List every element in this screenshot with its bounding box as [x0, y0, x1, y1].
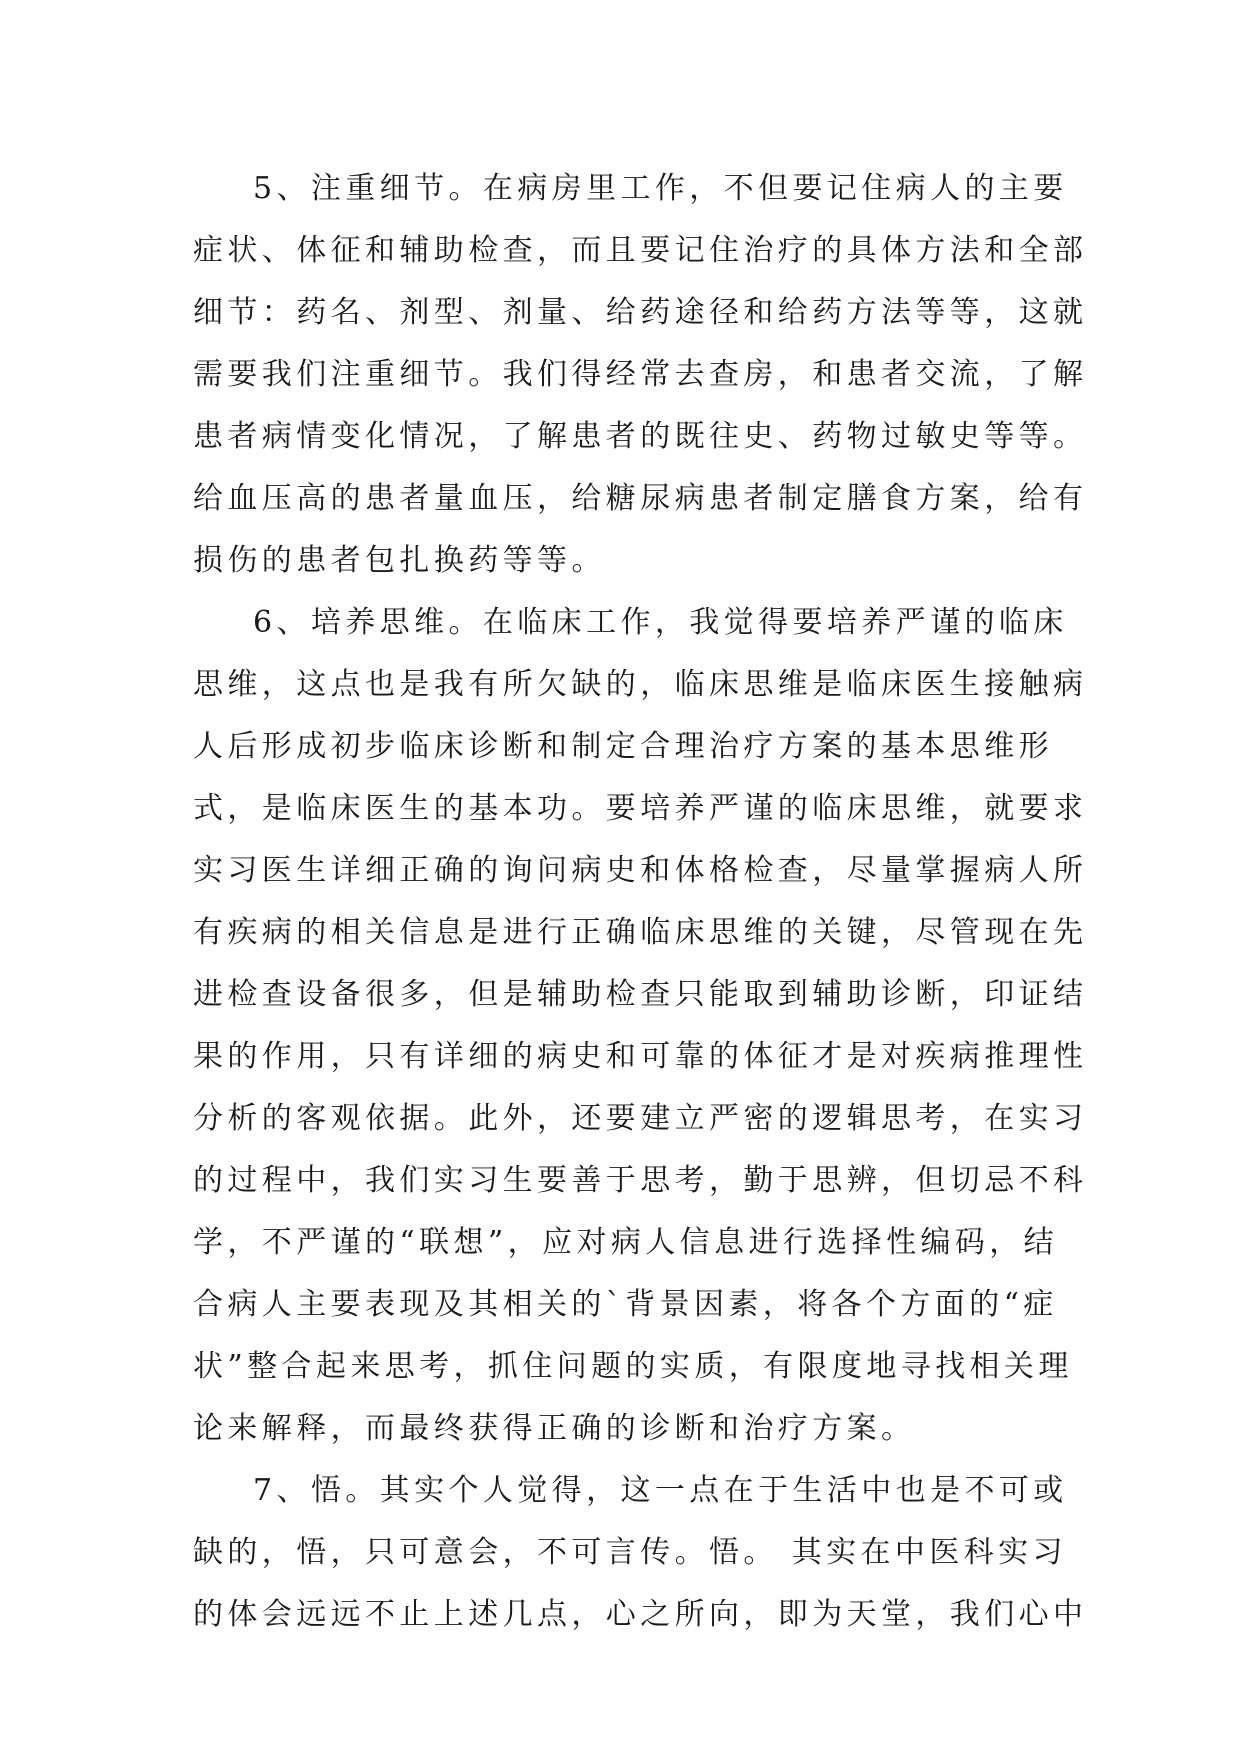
paragraph-7-line-2: 缺的，悟，只可意会，不可言传。悟。 其实在中医科实习: [193, 1535, 1067, 1570]
paragraph-6-line-14: 论来解释，而最终获得正确的诊断和治疗方案。: [193, 1411, 916, 1446]
paragraph-5-line-1: 5、注重细节。在病房里工作，不但要记住病人的主要: [253, 171, 1068, 206]
paragraph-5-line-2: 症状、体征和辅助检查，而且要记住治疗的具体方法和全部: [193, 233, 1088, 268]
paragraph-6-line-2: 思维，这点也是我有所欠缺的，临床思维是临床医生接触病: [193, 667, 1088, 702]
paragraph-5-line-4: 需要我们注重细节。我们得经常去查房，和患者交流，了解: [193, 357, 1088, 392]
paragraph-7-line-1: 7、悟。其实个人觉得，这一点在于生活中也是不可或: [253, 1473, 1068, 1508]
document-body: [193, 158, 1088, 1646]
paragraph-6-line-1: 6、培养思维。在临床工作，我觉得要培养严谨的临床: [253, 605, 1068, 640]
paragraph-6-line-11: 学，不严谨的“联想”，应对病人信息进行选择性编码，结: [193, 1225, 1059, 1260]
paragraph-6-line-9: 分析的客观依据。此外，还要建立严密的逻辑思考，在实习: [193, 1101, 1088, 1136]
paragraph-5-line-7: 损伤的患者包扎换药等等。: [193, 543, 606, 578]
paragraph-6-line-3: 人后形成初步临床诊断和制定合理治疗方案的基本思维形: [193, 729, 1053, 764]
paragraph-7-line-3: 的体会远远不止上述几点，心之所向，即为天堂，我们心中: [193, 1597, 1088, 1632]
paragraph-6-line-13: 状”整合起来思考，抓住问题的实质，有限度地寻找相关理: [193, 1349, 1073, 1384]
paragraph-5-line-6: 给血压高的患者量血压，给糖尿病患者制定膳食方案，给有: [193, 481, 1088, 516]
paragraph-6-line-10: 的过程中，我们实习生要善于思考，勤于思辨，但切忌不科: [193, 1163, 1088, 1198]
paragraph-5-line-5: 患者病情变化情况，了解患者的既往史、药物过敏史等等。: [193, 419, 1088, 454]
paragraph-6-line-12: 合病人主要表现及其相关的`背景因素，将各个方面的“症: [193, 1287, 1058, 1322]
paragraph-5-line-3: 细节：药名、剂型、剂量、给药途径和给药方法等等，这就: [193, 295, 1088, 330]
paragraph-6-line-5: 实习医生详细正确的询问病史和体格检查，尽量掌握病人所: [193, 853, 1088, 888]
paragraph-6-line-7: 进检查设备很多，但是辅助检查只能取到辅助诊断，印证结: [193, 977, 1088, 1012]
paragraph-6-line-6: 有疾病的相关信息是进行正确临床思维的关键，尽管现在先: [193, 915, 1088, 950]
paragraph-6-line-8: 果的作用，只有详细的病史和可靠的体征才是对疾病推理性: [193, 1039, 1088, 1074]
paragraph-6-line-4: 式，是临床医生的基本功。要培养严谨的临床思维，就要求: [193, 791, 1088, 826]
